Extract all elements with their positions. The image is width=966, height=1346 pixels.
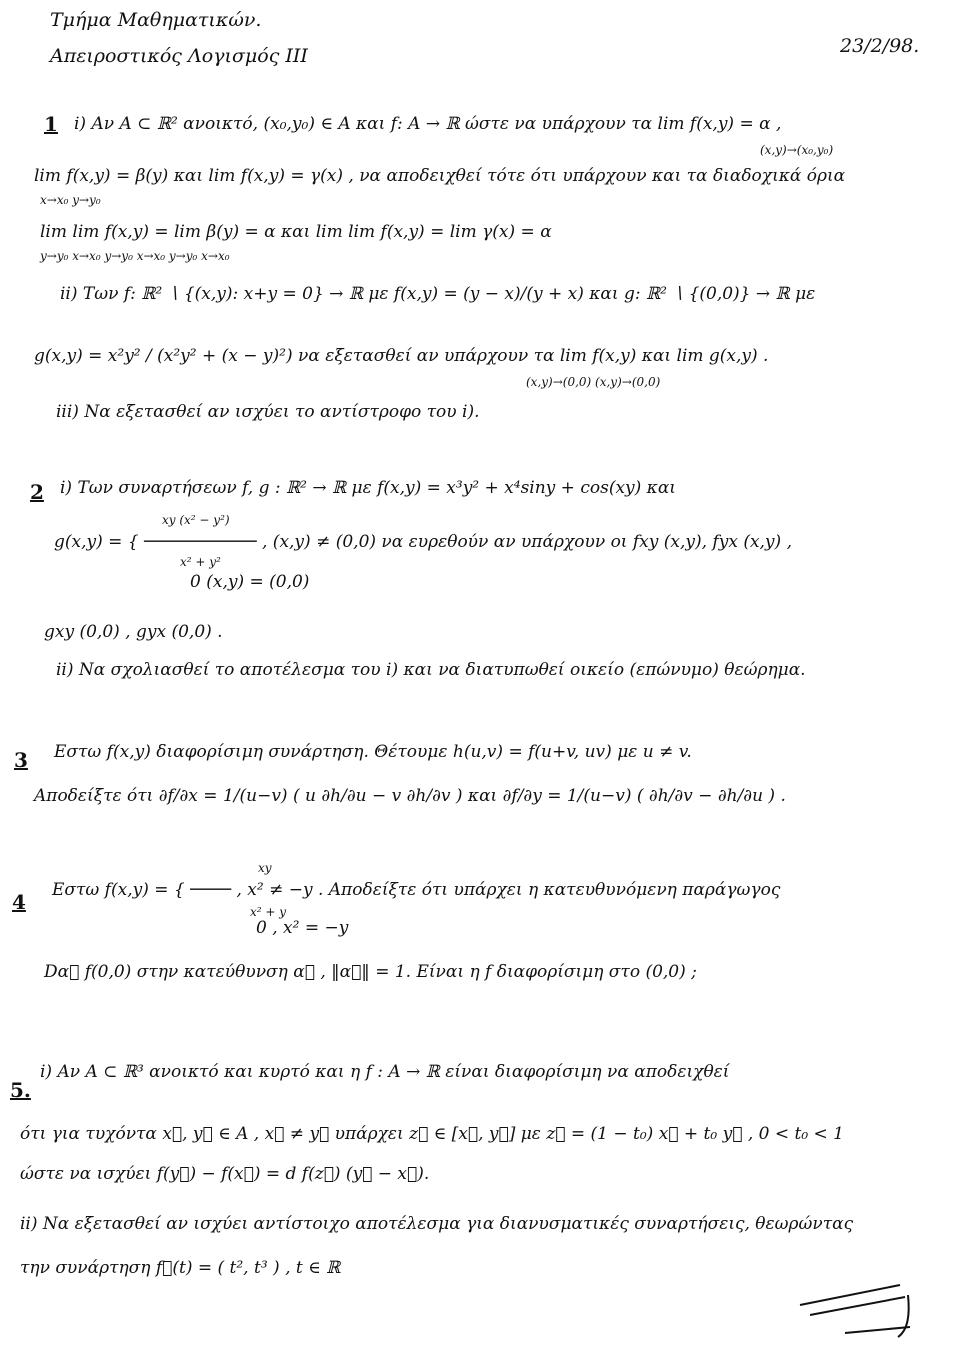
problem-4-line: x² + y — [250, 905, 287, 919]
problem-4-line: Εστω f(x,y) = { ──── , x² ≠ −y . Αποδείξτε ότι υπάρχει η κατευθυνόμενη παράγωγος — [52, 880, 781, 900]
problem-2-line: 0 (x,y) = (0,0) — [190, 572, 310, 592]
problem-5-number: 5. — [10, 1078, 31, 1102]
problem-1-line: ii) Των f: ℝ² ∖ {(x,y): x+y = 0} → ℝ με f(x,y) = (y − x)/(y + x) και g: ℝ² ∖ {(0,0)} → ℝ με — [60, 284, 816, 304]
problem-2-line: i) Των συναρτήσεων f, g : ℝ² → ℝ με f(x,y) = x³y² + x⁴siny + cos(xy) και — [60, 478, 676, 498]
problem-1-line: y→y₀ x→x₀ y→y₀ x→x₀ y→y₀ x→x₀ — [40, 249, 230, 263]
problem-5-line: την συνάρτηση f⃗(t) = ( t², t³ ) , t ∈ ℝ — [20, 1258, 341, 1278]
problem-2-line: g(x,y) = { ─────────── , (x,y) ≠ (0,0) να ευρεθούν αν υπάρχουν οι fxy (x,y), fyx (x,y) , — [54, 532, 792, 552]
problem-4-line: xy — [258, 861, 272, 875]
course-title: Απειροστικός Λογισμός ΙΙΙ — [50, 45, 308, 67]
problem-1-line: lim f(x,y) = β(y) και lim f(x,y) = γ(x) , να αποδειχθεί τότε ότι υπάρχουν και τα διαδοχικά όρια — [34, 166, 846, 186]
problem-2-line: gxy (0,0) , gyx (0,0) . — [44, 622, 223, 642]
problem-1-line: i) Αν A ⊂ ℝ² ανοικτό, (x₀,y₀) ∈ A και f: A → ℝ ώστε να υπάρχουν τα lim f(x,y) = α , — [74, 114, 782, 134]
problem-1-line: x→x₀ y→y₀ — [40, 193, 101, 207]
problem-5-line: ii) Να εξετασθεί αν ισχύει αντίστοιχο αποτέλεσμα για διανυσματικές συναρτήσεις, θεωρώντας — [20, 1214, 854, 1234]
exam-date: 23/2/98. — [840, 35, 920, 57]
problem-1-line: (x,y)→(x₀,y₀) — [760, 143, 834, 157]
problem-4-line: 0 , x² = −y — [256, 918, 349, 938]
problem-3-line: Εστω f(x,y) διαφορίσιμη συνάρτηση. Θέτουμε h(u,v) = f(u+v, uv) με u ≠ v. — [54, 742, 692, 762]
problem-2-line: xy (x² − y²) — [162, 513, 230, 527]
problem-5-line: ώστε να ισχύει f(y⃗) − f(x⃗) = d f(z⃗) (y⃗ − x⃗). — [20, 1164, 430, 1184]
problem-1-line: iii) Να εξετασθεί αν ισχύει το αντίστροφο του i). — [56, 402, 480, 422]
problem-2-line: x² + y² — [180, 555, 221, 569]
problem-1-number: 1 — [44, 112, 58, 136]
problem-5-line: i) Αν A ⊂ ℝ³ ανοικτό και κυρτό και η f : A → ℝ είναι διαφορίσιμη να αποδειχθεί — [40, 1062, 730, 1082]
problem-2-number: 2 — [30, 480, 44, 504]
problem-3-number: 3 — [14, 748, 28, 772]
problem-5-line: ότι για τυχόντα x⃗, y⃗ ∈ A , x⃗ ≠ y⃗ υπάρχει z⃗ ∈ [x⃗, y⃗] με z⃗ = (1 − t₀) x⃗ + t₀ y⃗ , 0 < t₀ < 1 — [20, 1124, 845, 1144]
problem-4-line: Dα⃗ f(0,0) στην κατεύθυνση α⃗ , ‖α⃗‖ = 1. Είναι η f διαφορίσιμη στο (0,0) ; — [44, 962, 697, 982]
problem-3-line: Αποδείξτε ότι ∂f/∂x = 1/(u−v) ( u ∂h/∂u − v ∂h/∂v ) και ∂f/∂y = 1/(u−v) ( ∂h/∂v − ∂h/∂u ) . — [34, 786, 786, 806]
department-title: Τμήμα Μαθηματικών. — [50, 9, 262, 31]
problem-4-number: 4 — [12, 890, 26, 914]
problem-1-line: lim lim f(x,y) = lim β(y) = α και lim lim f(x,y) = lim γ(x) = α — [40, 222, 552, 242]
signature-mark — [790, 1275, 930, 1345]
problem-1-line: g(x,y) = x²y² / (x²y² + (x − y)²) να εξετασθεί αν υπάρχουν τα lim f(x,y) και lim g(x,y) . — [34, 346, 769, 366]
problem-1-line: (x,y)→(0,0) (x,y)→(0,0) — [526, 375, 661, 389]
problem-2-line: ii) Να σχολιασθεί το αποτέλεσμα του i) και να διατυπωθεί οικείο (επώνυμο) θεώρημα. — [56, 660, 806, 680]
